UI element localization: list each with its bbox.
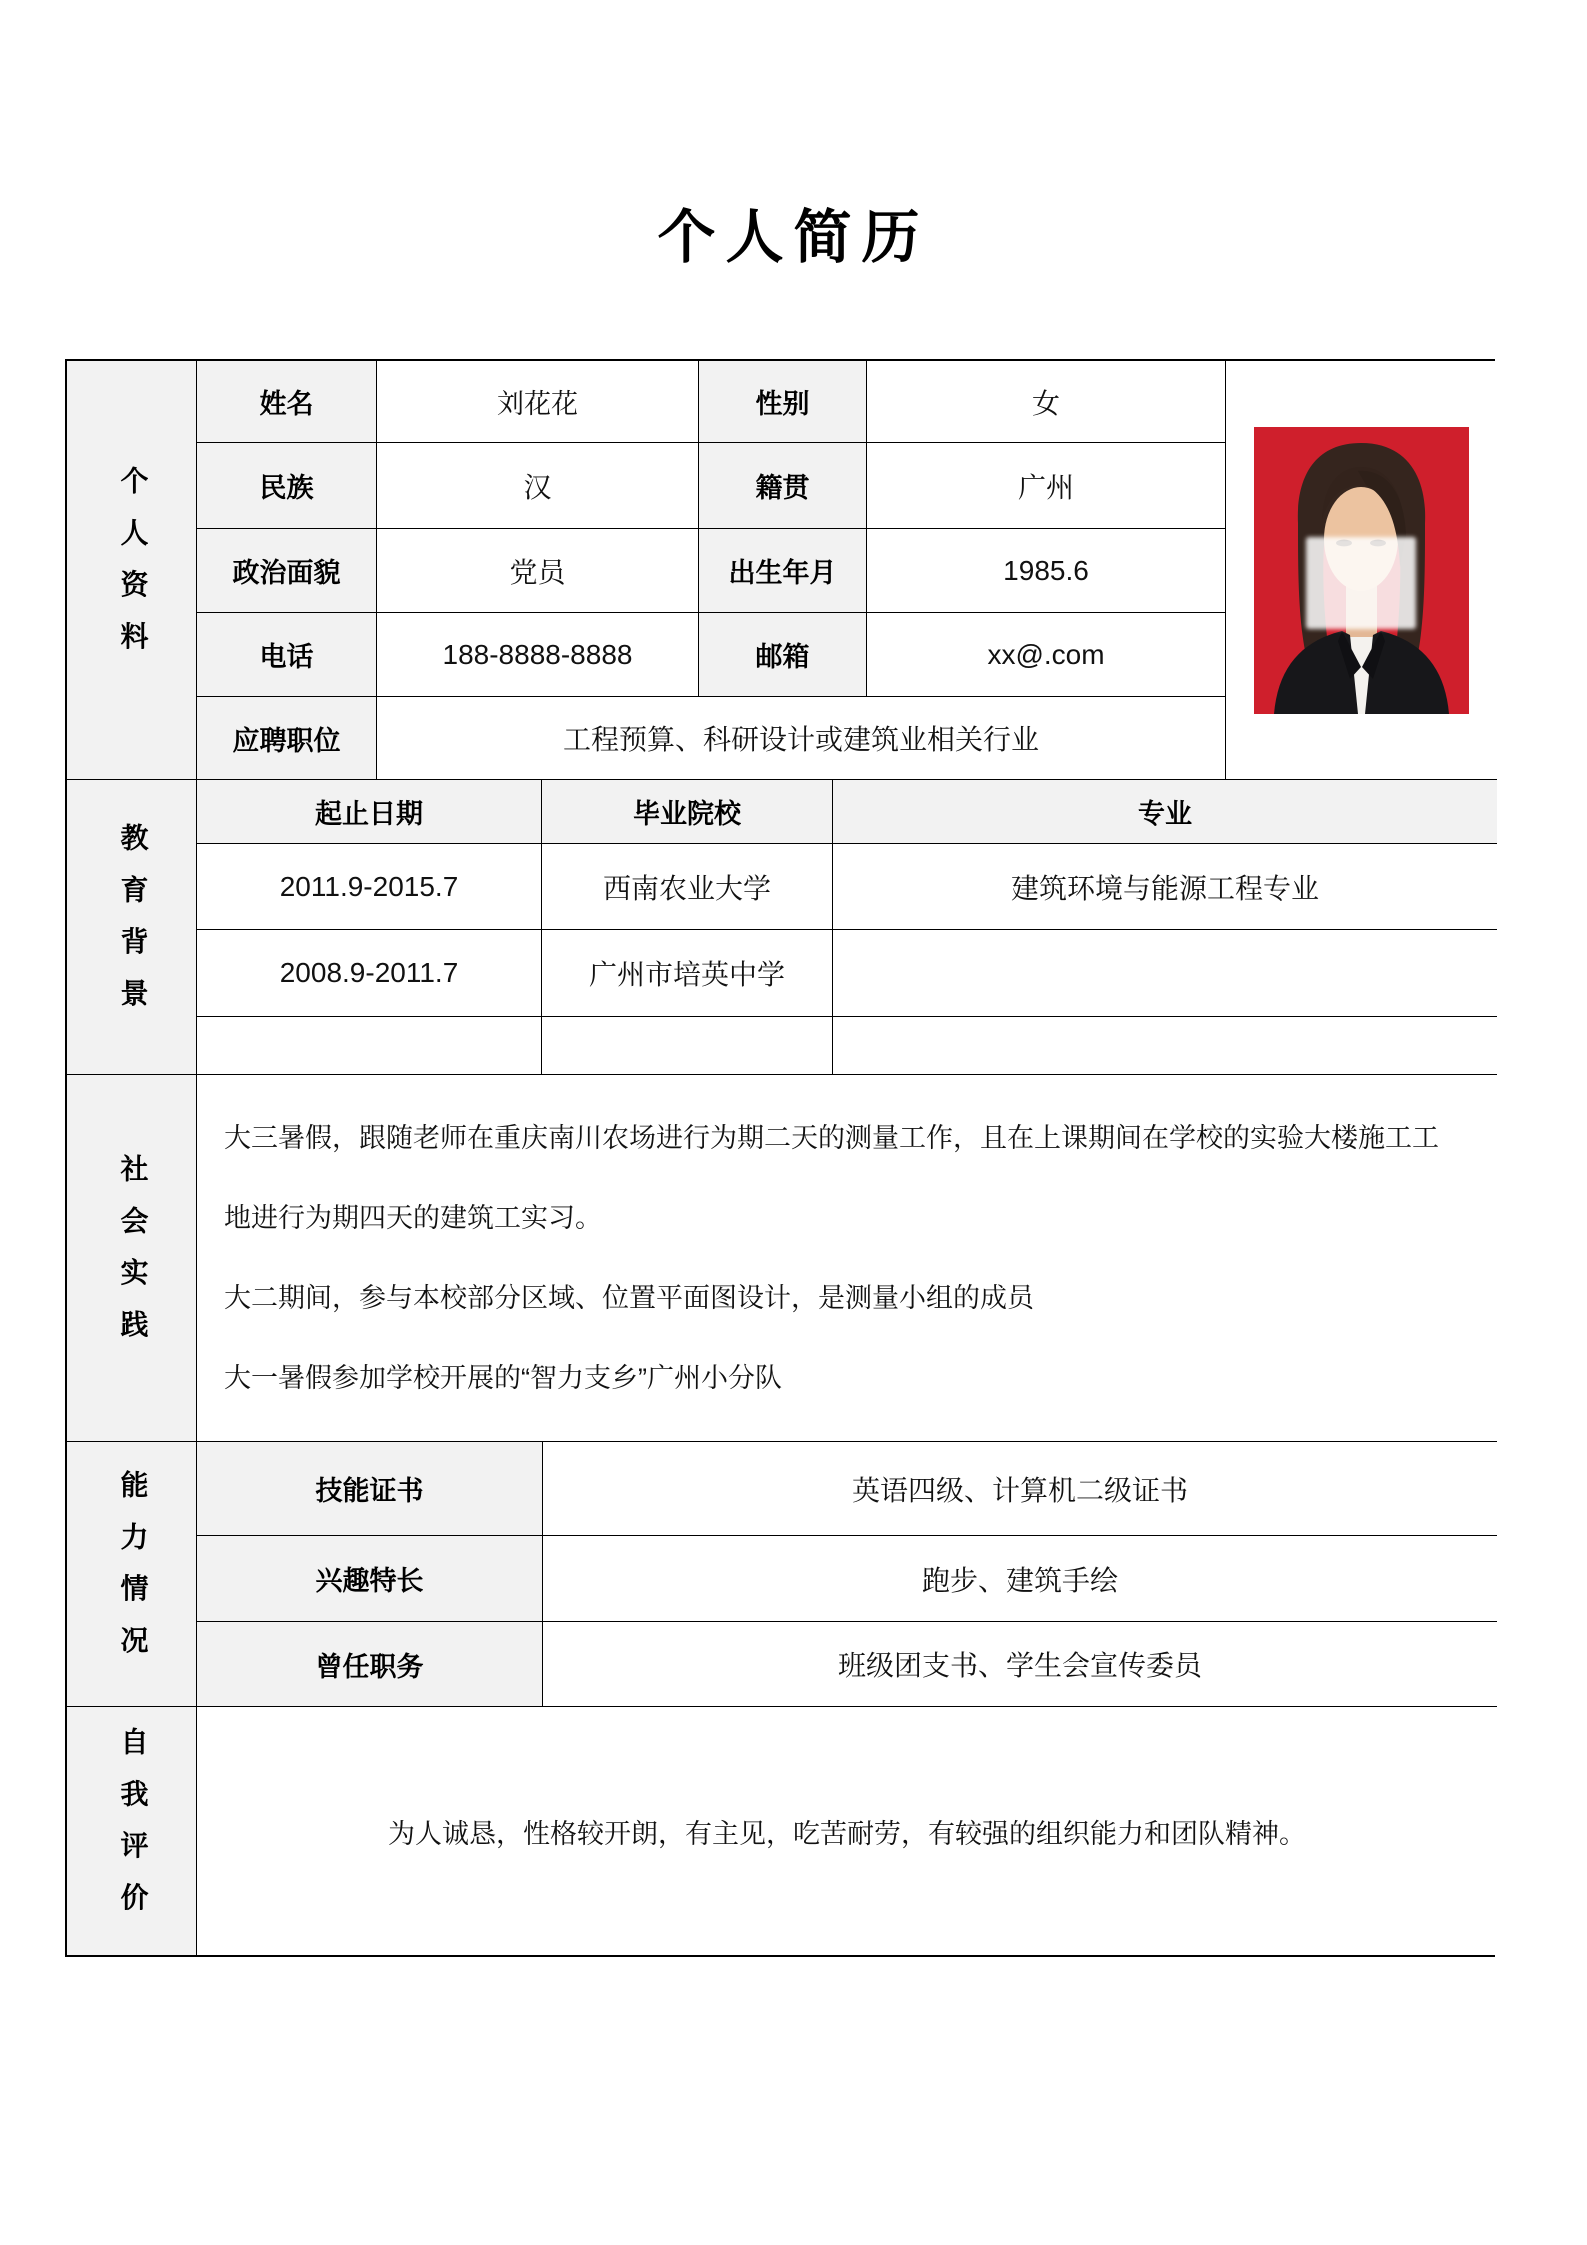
social-practice-text: 大三暑假，跟随老师在重庆南川农场进行为期二天的测量工作，且在上课期间在学校的实验大楼施工工 地进行为期四天的建筑工实习。 大二期间，参与本校部分区域、位置平面图设计，是测量小组的成员 大一暑假参加学校开展的“智力支乡”广州小分队 — [197, 1075, 1497, 1442]
field-label-email: 邮箱 — [699, 613, 867, 697]
field-label-political-status: 政治面貌 — [197, 529, 377, 613]
section-personal-info — [67, 361, 1493, 780]
field-label-phone: 电话 — [197, 613, 377, 697]
resume-table — [65, 359, 1495, 1957]
edu-school-2: 广州市培英中学 — [542, 930, 833, 1017]
ability-label-certificates: 技能证书 — [197, 1442, 543, 1536]
field-value-ethnicity: 汉 — [377, 443, 699, 529]
page-title: 个人简历 — [657, 205, 930, 270]
section-social-practice — [67, 1075, 1493, 1442]
ability-value-positions-held: 班级团支书、学生会宣传委员 — [543, 1622, 1497, 1707]
edu-dates-2: 2008.9-2011.7 — [197, 930, 542, 1017]
ability-label-interests: 兴趣特长 — [197, 1536, 543, 1622]
section-label-self: 自我评价 — [67, 1707, 197, 1955]
field-value-political-status: 党员 — [377, 529, 699, 613]
edu-major-1: 建筑环境与能源工程专业 — [833, 844, 1497, 930]
ability-value-interests: 跑步、建筑手绘 — [543, 1536, 1497, 1622]
edu-header-major: 专业 — [833, 780, 1497, 844]
field-value-phone: 188-8888-8888 — [377, 613, 699, 697]
edu-major-3 — [833, 1017, 1497, 1075]
edu-dates-1: 2011.9-2015.7 — [197, 844, 542, 930]
section-label-social: 社会实践 — [67, 1075, 197, 1442]
field-value-native-place: 广州 — [867, 443, 1226, 529]
face-privacy-blur — [1306, 537, 1416, 629]
field-label-ethnicity: 民族 — [197, 443, 377, 529]
section-ability — [67, 1442, 1493, 1707]
id-photo — [1254, 427, 1469, 714]
section-education — [67, 780, 1493, 1075]
field-value-gender: 女 — [867, 361, 1226, 443]
field-label-position-applied: 应聘职位 — [197, 697, 377, 780]
section-label-ability: 能力情况 — [67, 1442, 197, 1707]
edu-header-dates: 起止日期 — [197, 780, 542, 844]
section-label-education: 教育背景 — [67, 780, 197, 1075]
edu-school-3 — [542, 1017, 833, 1075]
field-label-gender: 性别 — [699, 361, 867, 443]
edu-header-school: 毕业院校 — [542, 780, 833, 844]
field-value-email: xx@.com — [867, 613, 1226, 697]
field-label-name: 姓名 — [197, 361, 377, 443]
self-evaluation-text: 为人诚恳，性格较开朗，有主见，吃苦耐劳，有较强的组织能力和团队精神。 — [197, 1707, 1497, 1955]
edu-dates-3 — [197, 1017, 542, 1075]
field-value-birth-date: 1985.6 — [867, 529, 1226, 613]
ability-value-certificates: 英语四级、计算机二级证书 — [543, 1442, 1497, 1536]
field-value-name: 刘花花 — [377, 361, 699, 443]
edu-school-1: 西南农业大学 — [542, 844, 833, 930]
photo-cell — [1226, 361, 1497, 780]
field-label-native-place: 籍贯 — [699, 443, 867, 529]
section-label-personal: 个人资料 — [67, 361, 197, 780]
field-value-position-applied: 工程预算、科研设计或建筑业相关行业 — [377, 697, 1226, 780]
edu-major-2 — [833, 930, 1497, 1017]
ability-label-positions-held: 曾任职务 — [197, 1622, 543, 1707]
field-label-birth-date: 出生年月 — [699, 529, 867, 613]
section-self-evaluation — [67, 1707, 1493, 1955]
